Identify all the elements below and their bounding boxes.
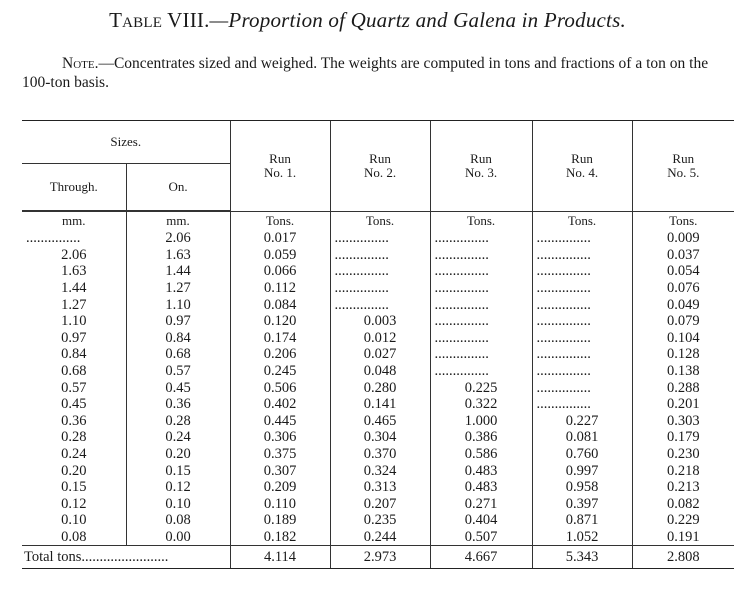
leader-dots: ............... [430,247,532,264]
through-cell: 0.15 [61,479,87,496]
table-row [22,330,734,347]
sizes-header: Sizes. [22,121,230,164]
table-row [22,429,734,446]
run-5-cell: 0.201 [632,396,734,413]
leader-dots: ............... [430,363,532,380]
table-row [22,296,734,313]
total-run-4: 5.343 [532,546,632,569]
run-2-cell: 0.244 [330,529,430,546]
leader-dots: ............... [330,280,430,297]
through-cell: 0.08 [61,528,87,545]
run-3-cell: 1.000 [430,413,532,430]
run-header-4: Run No. 4. [532,121,632,211]
table-number: Table VIII. [109,8,210,32]
total-run-1: 4.114 [230,546,330,569]
leader-dots: ............... [26,230,81,247]
run-1-cell: 0.120 [230,313,330,330]
data-table [22,120,734,569]
leader-dots: ............... [532,247,632,264]
run-2-cell: 0.207 [330,496,430,513]
run-4-cell: 0.997 [532,462,632,479]
table-row [22,496,734,513]
run-1-cell: 0.307 [230,462,330,479]
through-cell: 1.44 [61,280,87,297]
run-1-cell: 0.110 [230,496,330,513]
run-header-2: Run No. 2. [330,121,430,211]
on-cell: 2.06 [126,230,230,247]
run-1-cell: 0.306 [230,429,330,446]
table-row [22,247,734,264]
run-4-cell: 0.227 [532,413,632,430]
run-1-cell: 0.445 [230,413,330,430]
run-5-cell: 0.037 [632,247,734,264]
table-row [22,263,734,280]
run-2-cell: 0.141 [330,396,430,413]
run-1-cell: 0.245 [230,363,330,380]
run-1-cell: 0.189 [230,512,330,529]
run-4-cell: 0.081 [532,429,632,446]
run-2-cell: 0.003 [330,313,430,330]
unit-run-5: Tons. [632,212,734,231]
unit-run-2: Tons. [330,212,430,231]
run-1-cell: 0.506 [230,379,330,396]
run-2-cell: 0.370 [330,446,430,463]
run-5-cell: 0.049 [632,296,734,313]
table-row [22,230,734,247]
on-cell: 1.44 [126,263,230,280]
run-5-cell: 0.229 [632,512,734,529]
through-cell: 0.10 [61,512,87,529]
run-2-cell: 0.465 [330,413,430,430]
table-caption: —Proportion of Quartz and Galena in Products. [209,8,626,32]
on-cell: 0.28 [126,413,230,430]
leader-dots: ............... [532,263,632,280]
run-3-cell: 0.483 [430,479,532,496]
table-row [22,446,734,463]
on-cell: 0.15 [126,462,230,479]
on-cell: 0.45 [126,379,230,396]
leader-dots: ............... [532,330,632,347]
through-cell: 0.84 [61,346,87,363]
through-cell: 0.57 [61,379,87,396]
total-run-3: 4.667 [430,546,532,569]
run-5-cell: 0.191 [632,529,734,546]
run-3-cell: 0.404 [430,512,532,529]
on-cell: 1.27 [126,280,230,297]
on-cell: 0.36 [126,396,230,413]
table-row [22,280,734,297]
leader-dots: ............... [532,396,632,413]
through-cell: 0.97 [61,329,87,346]
through-cell: 1.27 [61,296,87,313]
run-2-cell: 0.048 [330,363,430,380]
run-5-cell: 0.009 [632,230,734,247]
through-cell: 0.68 [61,363,87,380]
run-5-cell: 0.303 [632,413,734,430]
run-4-cell: 0.871 [532,512,632,529]
run-3-cell: 0.507 [430,529,532,546]
table-note [22,54,734,92]
on-cell: 0.20 [126,446,230,463]
run-5-cell: 0.076 [632,280,734,297]
run-4-cell: 0.397 [532,496,632,513]
leader-dots: ............... [430,346,532,363]
run-1-cell: 0.209 [230,479,330,496]
leader-dots: ............... [430,313,532,330]
through-cell: 1.63 [61,263,87,280]
run-2-cell: 0.304 [330,429,430,446]
unit-run-3: Tons. [430,212,532,231]
run-1-cell: 0.375 [230,446,330,463]
leader-dots: ............... [330,247,430,264]
run-1-cell: 0.112 [230,280,330,297]
leader-dots: ............... [430,296,532,313]
run-4-cell: 0.760 [532,446,632,463]
run-4-cell: 0.958 [532,479,632,496]
total-run-5: 2.808 [632,546,734,569]
run-1-cell: 0.206 [230,346,330,363]
note-text: —Concentrates sized and weighed. The weights are computed in tons and fractions of a ton on the 100-ton basis. [22,55,709,91]
table-row [22,313,734,330]
run-5-cell: 0.288 [632,379,734,396]
run-4-cell: 1.052 [532,529,632,546]
total-run-2: 2.973 [330,546,430,569]
on-header: On. [126,164,230,211]
on-cell: 0.97 [126,313,230,330]
leader-dots: ............... [532,379,632,396]
on-cell: 0.57 [126,363,230,380]
total-row [22,546,734,569]
run-5-cell: 0.218 [632,462,734,479]
leader-dots: ............... [430,330,532,347]
unit-run-4: Tons. [532,212,632,231]
unit-on: mm. [126,212,230,231]
table-row [22,363,734,380]
table-row [22,529,734,546]
leader-dots: ............... [430,280,532,297]
on-cell: 0.00 [126,529,230,546]
run-1-cell: 0.066 [230,263,330,280]
leader-dots: ............... [330,230,430,247]
table-row [22,413,734,430]
units-row [22,212,734,231]
run-3-cell: 0.271 [430,496,532,513]
on-cell: 0.08 [126,512,230,529]
leader-dots: ............... [330,263,430,280]
run-5-cell: 0.138 [632,363,734,380]
note-label: Note. [62,55,99,72]
run-1-cell: 0.174 [230,330,330,347]
run-5-cell: 0.054 [632,263,734,280]
through-header: Through. [22,164,126,211]
run-header-5: Run No. 5. [632,121,734,211]
run-1-cell: 0.059 [230,247,330,264]
table-row [22,396,734,413]
run-3-cell: 0.322 [430,396,532,413]
leader-dots: ............... [532,313,632,330]
leader-dots: ............... [430,230,532,247]
run-3-cell: 0.225 [430,379,532,396]
run-2-cell: 0.280 [330,379,430,396]
run-3-cell: 0.483 [430,462,532,479]
through-cell: 0.28 [61,429,87,446]
through-cell: 0.12 [61,495,87,512]
leader-dots: ............... [532,296,632,313]
run-1-cell: 0.017 [230,230,330,247]
run-5-cell: 0.104 [632,330,734,347]
through-cell: 1.10 [61,313,87,330]
on-cell: 0.84 [126,330,230,347]
run-5-cell: 0.213 [632,479,734,496]
through-cell: 0.20 [61,462,87,479]
table-row [22,379,734,396]
run-2-cell: 0.012 [330,330,430,347]
run-2-cell: 0.235 [330,512,430,529]
run-1-cell: 0.402 [230,396,330,413]
on-cell: 0.68 [126,346,230,363]
table-title [0,8,735,33]
run-5-cell: 0.230 [632,446,734,463]
on-cell: 1.63 [126,247,230,264]
run-3-cell: 0.586 [430,446,532,463]
run-3-cell: 0.386 [430,429,532,446]
run-5-cell: 0.079 [632,313,734,330]
through-cell: 0.36 [61,412,87,429]
through-cell: 0.24 [61,446,87,463]
unit-through: mm. [62,213,86,228]
on-cell: 0.10 [126,496,230,513]
on-cell: 1.10 [126,296,230,313]
leader-dots: ............... [532,280,632,297]
unit-run-1: Tons. [230,212,330,231]
run-header-1: Run No. 1. [230,121,330,211]
leader-dots: ............... [430,263,532,280]
run-5-cell: 0.179 [632,429,734,446]
leader-dots: ............... [532,346,632,363]
run-1-cell: 0.182 [230,529,330,546]
through-cell: 0.45 [61,396,87,413]
on-cell: 0.12 [126,479,230,496]
run-1-cell: 0.084 [230,296,330,313]
through-cell: 2.06 [61,246,87,263]
run-5-cell: 0.082 [632,496,734,513]
run-2-cell: 0.027 [330,346,430,363]
table-row [22,512,734,529]
leader-dots: ............... [330,296,430,313]
table-row [22,462,734,479]
run-2-cell: 0.313 [330,479,430,496]
run-2-cell: 0.324 [330,462,430,479]
leader-dots: ............... [532,363,632,380]
on-cell: 0.24 [126,429,230,446]
table-row [22,479,734,496]
leader-dots: ............... [532,230,632,247]
total-label: Total tons........................ [22,546,230,569]
run-header-3: Run No. 3. [430,121,532,211]
table-row [22,346,734,363]
run-5-cell: 0.128 [632,346,734,363]
